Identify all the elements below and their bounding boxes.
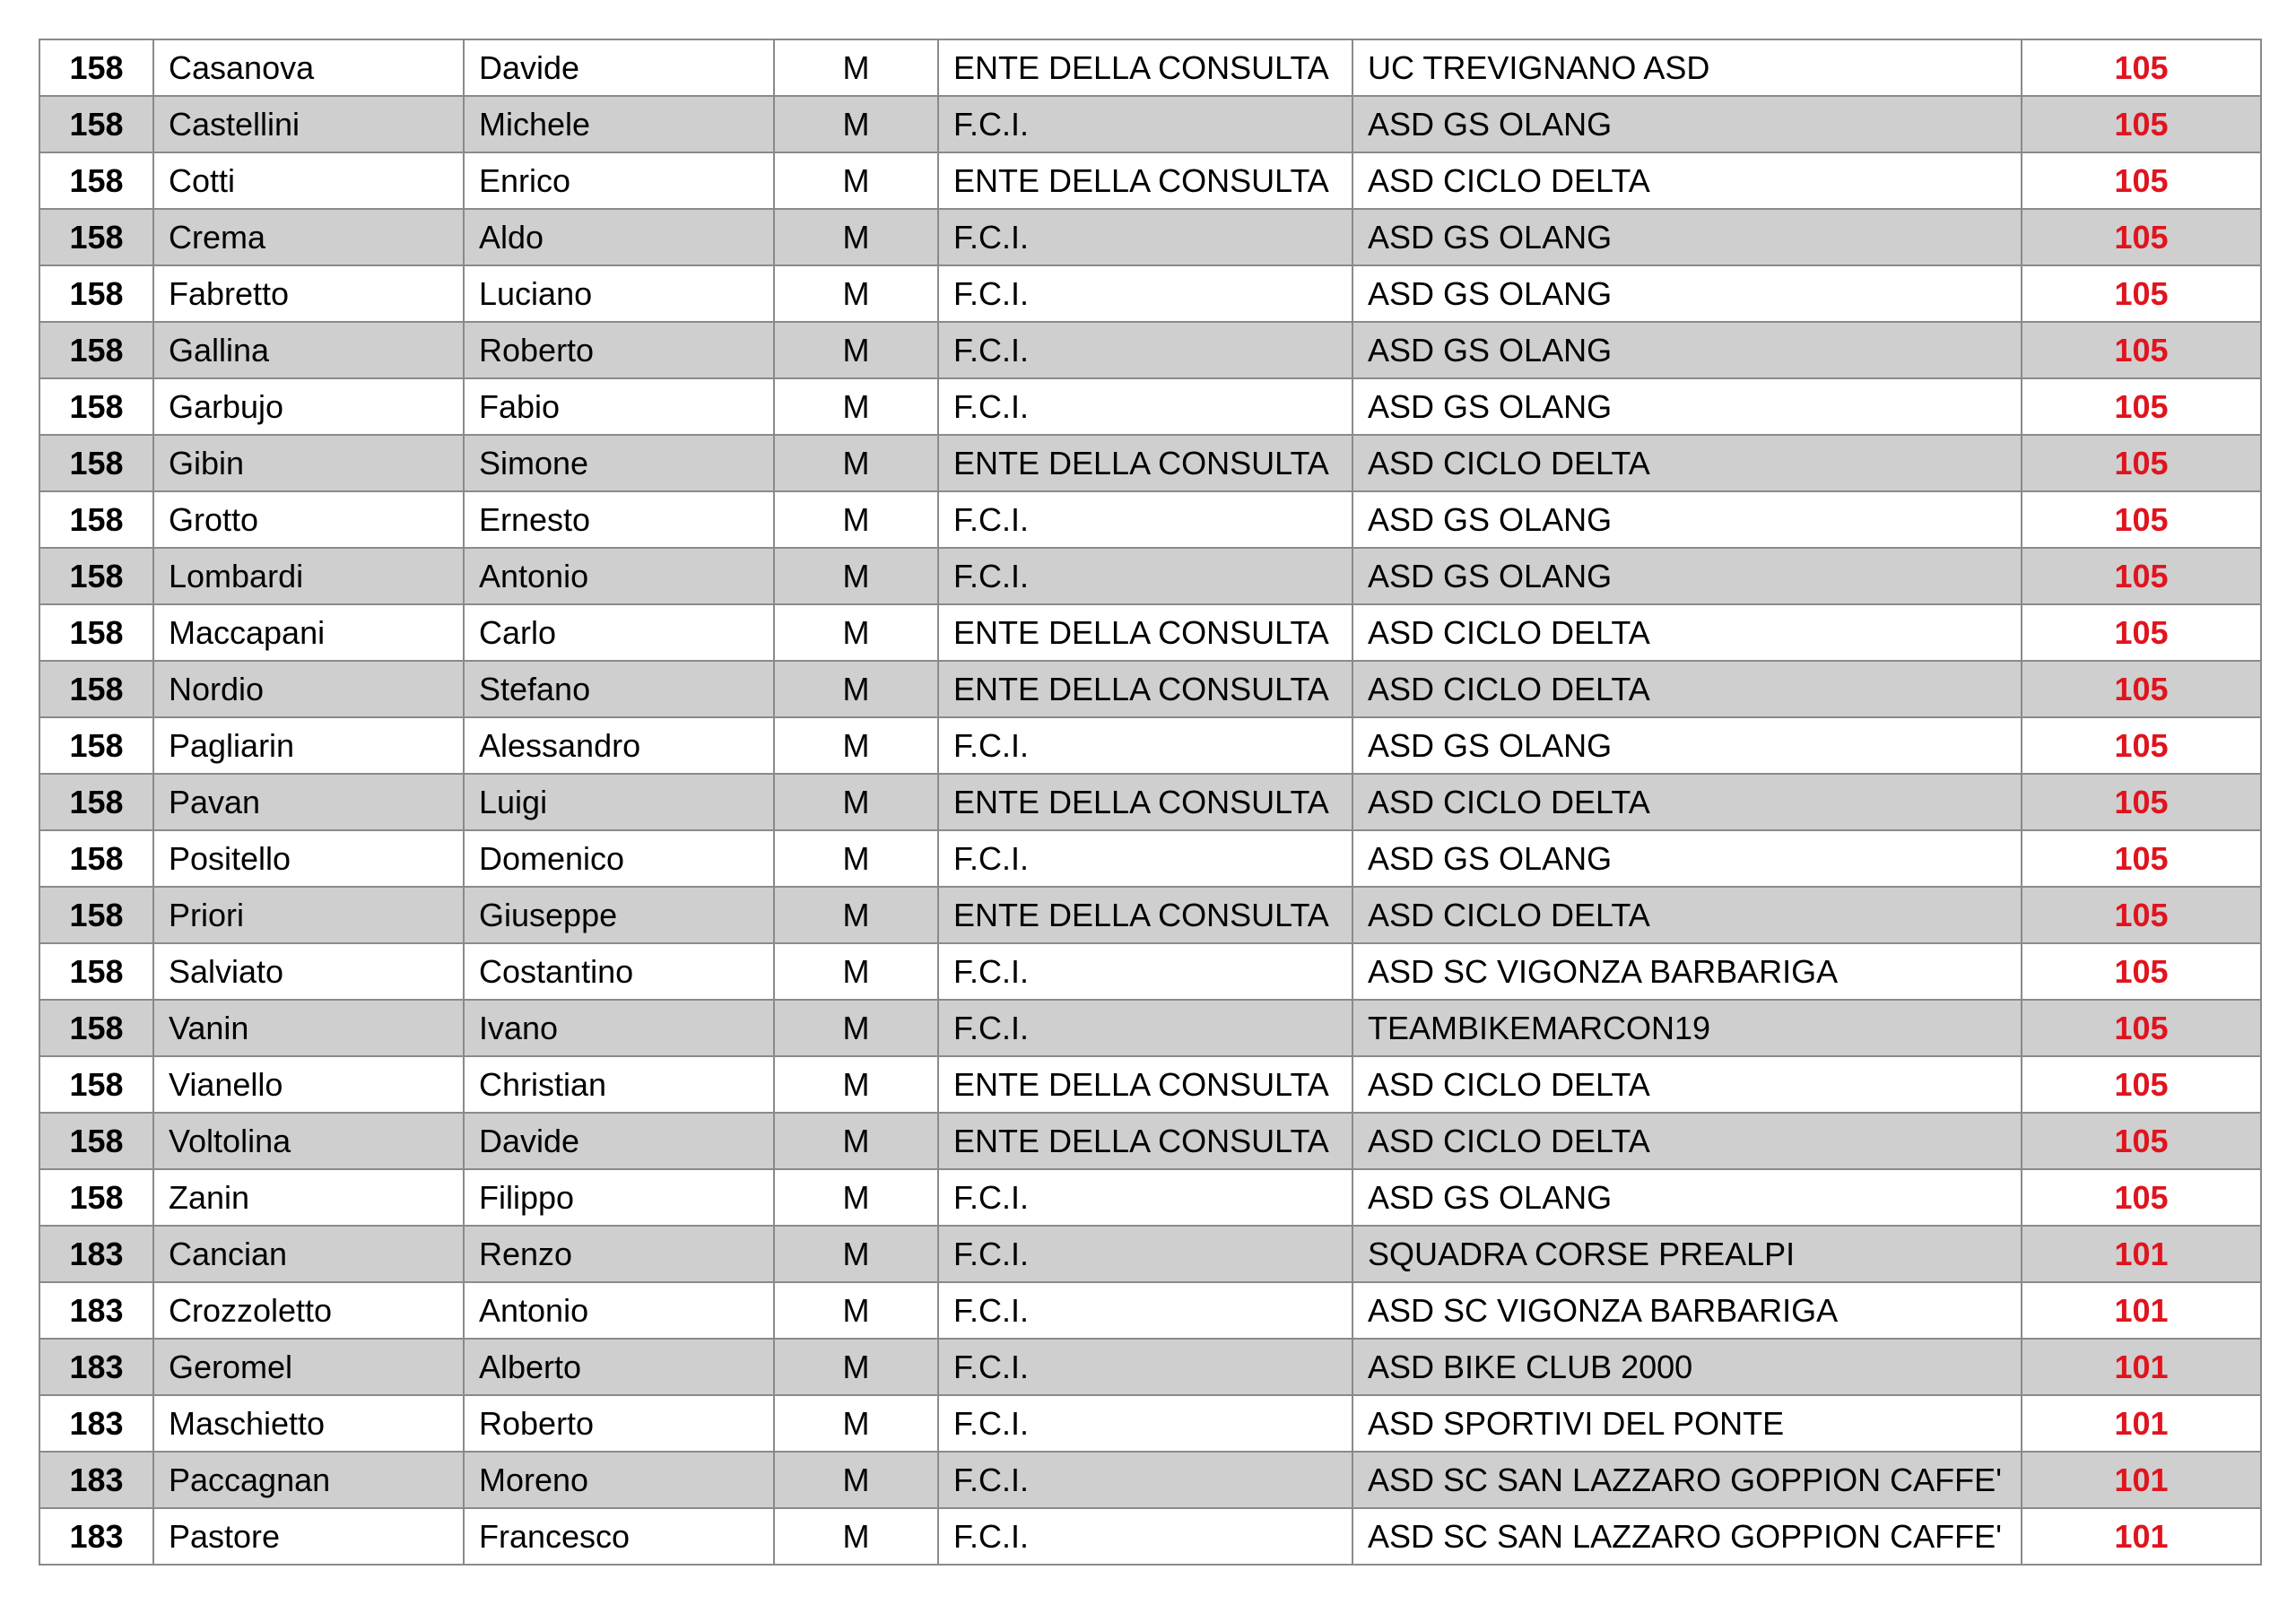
table-row [39, 1508, 2261, 1565]
points-cell: 105 [2022, 1000, 2261, 1056]
points-cell: 105 [2022, 887, 2261, 943]
table-row [39, 604, 2261, 661]
points-cell: 101 [2022, 1339, 2261, 1395]
points-cell: 105 [2022, 322, 2261, 378]
federation-cell: F.C.I. [938, 96, 1352, 152]
position-cell: 158 [39, 491, 153, 548]
position-cell: 158 [39, 322, 153, 378]
first-name-cell: Michele [464, 96, 774, 152]
team-cell: ASD GS OLANG [1352, 265, 2022, 322]
team-cell: SQUADRA CORSE PREALPI [1352, 1226, 2022, 1282]
table-row [39, 1056, 2261, 1113]
table-row [39, 887, 2261, 943]
federation-cell: ENTE DELLA CONSULTA [938, 39, 1352, 96]
position-cell: 158 [39, 1000, 153, 1056]
federation-cell: F.C.I. [938, 1000, 1352, 1056]
surname-cell: Garbujo [153, 378, 464, 435]
table-row [39, 491, 2261, 548]
first-name-cell: Alberto [464, 1339, 774, 1395]
surname-cell: Gibin [153, 435, 464, 491]
position-cell: 158 [39, 378, 153, 435]
surname-cell: Pastore [153, 1508, 464, 1565]
position-cell: 158 [39, 265, 153, 322]
position-cell: 158 [39, 39, 153, 96]
first-name-cell: Antonio [464, 1282, 774, 1339]
federation-cell: ENTE DELLA CONSULTA [938, 774, 1352, 830]
points-cell: 101 [2022, 1395, 2261, 1452]
table-row [39, 1452, 2261, 1508]
position-cell: 158 [39, 1113, 153, 1169]
team-cell: ASD GS OLANG [1352, 378, 2022, 435]
federation-cell: F.C.I. [938, 717, 1352, 774]
first-name-cell: Aldo [464, 209, 774, 265]
federation-cell: ENTE DELLA CONSULTA [938, 435, 1352, 491]
first-name-cell: Ernesto [464, 491, 774, 548]
team-cell: ASD SC VIGONZA BARBARIGA [1352, 1282, 2022, 1339]
surname-cell: Voltolina [153, 1113, 464, 1169]
team-cell: ASD CICLO DELTA [1352, 661, 2022, 717]
team-cell: ASD GS OLANG [1352, 209, 2022, 265]
points-cell: 101 [2022, 1452, 2261, 1508]
sex-cell: M [774, 265, 938, 322]
sex-cell: M [774, 1508, 938, 1565]
sex-cell: M [774, 322, 938, 378]
federation-cell: F.C.I. [938, 830, 1352, 887]
federation-cell: ENTE DELLA CONSULTA [938, 152, 1352, 209]
surname-cell: Crema [153, 209, 464, 265]
federation-cell: F.C.I. [938, 209, 1352, 265]
federation-cell: F.C.I. [938, 1452, 1352, 1508]
table-row [39, 1113, 2261, 1169]
first-name-cell: Enrico [464, 152, 774, 209]
federation-cell: F.C.I. [938, 491, 1352, 548]
ranking-table [39, 39, 2262, 1566]
team-cell: ASD CICLO DELTA [1352, 152, 2022, 209]
ranking-table-body [39, 39, 2261, 1565]
first-name-cell: Moreno [464, 1452, 774, 1508]
sex-cell: M [774, 1282, 938, 1339]
points-cell: 105 [2022, 209, 2261, 265]
first-name-cell: Luigi [464, 774, 774, 830]
team-cell: UC TREVIGNANO ASD [1352, 39, 2022, 96]
points-cell: 105 [2022, 604, 2261, 661]
table-row [39, 322, 2261, 378]
surname-cell: Positello [153, 830, 464, 887]
points-cell: 101 [2022, 1282, 2261, 1339]
sex-cell: M [774, 1395, 938, 1452]
first-name-cell: Renzo [464, 1226, 774, 1282]
table-row [39, 1339, 2261, 1395]
first-name-cell: Davide [464, 1113, 774, 1169]
points-cell: 105 [2022, 96, 2261, 152]
sex-cell: M [774, 604, 938, 661]
position-cell: 158 [39, 209, 153, 265]
table-row [39, 378, 2261, 435]
points-cell: 105 [2022, 435, 2261, 491]
federation-cell: ENTE DELLA CONSULTA [938, 604, 1352, 661]
first-name-cell: Luciano [464, 265, 774, 322]
surname-cell: Pavan [153, 774, 464, 830]
surname-cell: Cancian [153, 1226, 464, 1282]
table-row [39, 96, 2261, 152]
points-cell: 105 [2022, 717, 2261, 774]
points-cell: 105 [2022, 1169, 2261, 1226]
federation-cell: ENTE DELLA CONSULTA [938, 1056, 1352, 1113]
team-cell: ASD CICLO DELTA [1352, 1056, 2022, 1113]
federation-cell: ENTE DELLA CONSULTA [938, 1113, 1352, 1169]
position-cell: 183 [39, 1452, 153, 1508]
table-row [39, 943, 2261, 1000]
position-cell: 158 [39, 604, 153, 661]
sex-cell: M [774, 1452, 938, 1508]
sex-cell: M [774, 1169, 938, 1226]
table-row [39, 39, 2261, 96]
position-cell: 183 [39, 1508, 153, 1565]
sex-cell: M [774, 1056, 938, 1113]
federation-cell: F.C.I. [938, 1282, 1352, 1339]
team-cell: ASD GS OLANG [1352, 717, 2022, 774]
federation-cell: F.C.I. [938, 378, 1352, 435]
points-cell: 105 [2022, 265, 2261, 322]
position-cell: 158 [39, 435, 153, 491]
table-row [39, 435, 2261, 491]
points-cell: 105 [2022, 774, 2261, 830]
first-name-cell: Francesco [464, 1508, 774, 1565]
table-row [39, 1282, 2261, 1339]
points-cell: 105 [2022, 943, 2261, 1000]
first-name-cell: Domenico [464, 830, 774, 887]
first-name-cell: Antonio [464, 548, 774, 604]
federation-cell: F.C.I. [938, 1508, 1352, 1565]
sex-cell: M [774, 717, 938, 774]
position-cell: 158 [39, 1056, 153, 1113]
federation-cell: F.C.I. [938, 265, 1352, 322]
first-name-cell: Filippo [464, 1169, 774, 1226]
table-row [39, 1395, 2261, 1452]
points-cell: 105 [2022, 39, 2261, 96]
sex-cell: M [774, 152, 938, 209]
team-cell: ASD GS OLANG [1352, 322, 2022, 378]
surname-cell: Salviato [153, 943, 464, 1000]
table-row [39, 152, 2261, 209]
table-row [39, 548, 2261, 604]
sex-cell: M [774, 378, 938, 435]
first-name-cell: Giuseppe [464, 887, 774, 943]
team-cell: TEAMBIKEMARCON19 [1352, 1000, 2022, 1056]
points-cell: 105 [2022, 661, 2261, 717]
table-row [39, 830, 2261, 887]
table-row [39, 1169, 2261, 1226]
surname-cell: Fabretto [153, 265, 464, 322]
points-cell: 101 [2022, 1226, 2261, 1282]
points-cell: 105 [2022, 1056, 2261, 1113]
team-cell: ASD GS OLANG [1352, 96, 2022, 152]
sex-cell: M [774, 943, 938, 1000]
points-cell: 105 [2022, 548, 2261, 604]
table-row [39, 661, 2261, 717]
team-cell: ASD GS OLANG [1352, 548, 2022, 604]
federation-cell: ENTE DELLA CONSULTA [938, 661, 1352, 717]
first-name-cell: Davide [464, 39, 774, 96]
surname-cell: Pagliarin [153, 717, 464, 774]
first-name-cell: Alessandro [464, 717, 774, 774]
surname-cell: Maccapani [153, 604, 464, 661]
first-name-cell: Carlo [464, 604, 774, 661]
surname-cell: Gallina [153, 322, 464, 378]
sex-cell: M [774, 435, 938, 491]
team-cell: ASD GS OLANG [1352, 830, 2022, 887]
table-row [39, 1226, 2261, 1282]
federation-cell: F.C.I. [938, 943, 1352, 1000]
federation-cell: F.C.I. [938, 1169, 1352, 1226]
position-cell: 158 [39, 774, 153, 830]
first-name-cell: Roberto [464, 1395, 774, 1452]
team-cell: ASD CICLO DELTA [1352, 1113, 2022, 1169]
position-cell: 158 [39, 152, 153, 209]
team-cell: ASD GS OLANG [1352, 491, 2022, 548]
surname-cell: Vanin [153, 1000, 464, 1056]
sex-cell: M [774, 209, 938, 265]
position-cell: 158 [39, 661, 153, 717]
surname-cell: Nordio [153, 661, 464, 717]
first-name-cell: Costantino [464, 943, 774, 1000]
surname-cell: Zanin [153, 1169, 464, 1226]
federation-cell: ENTE DELLA CONSULTA [938, 887, 1352, 943]
position-cell: 158 [39, 887, 153, 943]
team-cell: ASD GS OLANG [1352, 1169, 2022, 1226]
team-cell: ASD BIKE CLUB 2000 [1352, 1339, 2022, 1395]
table-row [39, 774, 2261, 830]
team-cell: ASD SC VIGONZA BARBARIGA [1352, 943, 2022, 1000]
sex-cell: M [774, 96, 938, 152]
surname-cell: Casanova [153, 39, 464, 96]
surname-cell: Paccagnan [153, 1452, 464, 1508]
position-cell: 183 [39, 1226, 153, 1282]
team-cell: ASD CICLO DELTA [1352, 774, 2022, 830]
team-cell: ASD SPORTIVI DEL PONTE [1352, 1395, 2022, 1452]
surname-cell: Castellini [153, 96, 464, 152]
first-name-cell: Simone [464, 435, 774, 491]
table-row [39, 717, 2261, 774]
surname-cell: Grotto [153, 491, 464, 548]
federation-cell: F.C.I. [938, 1395, 1352, 1452]
points-cell: 105 [2022, 830, 2261, 887]
federation-cell: F.C.I. [938, 548, 1352, 604]
surname-cell: Geromel [153, 1339, 464, 1395]
sex-cell: M [774, 1113, 938, 1169]
position-cell: 158 [39, 717, 153, 774]
team-cell: ASD SC SAN LAZZARO GOPPION CAFFE' [1352, 1508, 2022, 1565]
sex-cell: M [774, 830, 938, 887]
table-row [39, 1000, 2261, 1056]
surname-cell: Crozzoletto [153, 1282, 464, 1339]
points-cell: 105 [2022, 152, 2261, 209]
team-cell: ASD CICLO DELTA [1352, 887, 2022, 943]
table-row [39, 209, 2261, 265]
surname-cell: Maschietto [153, 1395, 464, 1452]
team-cell: ASD SC SAN LAZZARO GOPPION CAFFE' [1352, 1452, 2022, 1508]
position-cell: 158 [39, 1169, 153, 1226]
position-cell: 183 [39, 1339, 153, 1395]
position-cell: 158 [39, 830, 153, 887]
position-cell: 158 [39, 96, 153, 152]
first-name-cell: Roberto [464, 322, 774, 378]
points-cell: 105 [2022, 1113, 2261, 1169]
federation-cell: F.C.I. [938, 1339, 1352, 1395]
surname-cell: Lombardi [153, 548, 464, 604]
sex-cell: M [774, 491, 938, 548]
first-name-cell: Ivano [464, 1000, 774, 1056]
federation-cell: F.C.I. [938, 322, 1352, 378]
surname-cell: Vianello [153, 1056, 464, 1113]
first-name-cell: Christian [464, 1056, 774, 1113]
sex-cell: M [774, 39, 938, 96]
points-cell: 105 [2022, 491, 2261, 548]
table-row [39, 265, 2261, 322]
sex-cell: M [774, 661, 938, 717]
team-cell: ASD CICLO DELTA [1352, 435, 2022, 491]
sex-cell: M [774, 774, 938, 830]
first-name-cell: Stefano [464, 661, 774, 717]
sex-cell: M [774, 548, 938, 604]
first-name-cell: Fabio [464, 378, 774, 435]
points-cell: 101 [2022, 1508, 2261, 1565]
points-cell: 105 [2022, 378, 2261, 435]
position-cell: 183 [39, 1282, 153, 1339]
sex-cell: M [774, 1226, 938, 1282]
surname-cell: Cotti [153, 152, 464, 209]
sex-cell: M [774, 887, 938, 943]
position-cell: 158 [39, 943, 153, 1000]
sex-cell: M [774, 1000, 938, 1056]
federation-cell: F.C.I. [938, 1226, 1352, 1282]
sex-cell: M [774, 1339, 938, 1395]
surname-cell: Priori [153, 887, 464, 943]
position-cell: 158 [39, 548, 153, 604]
position-cell: 183 [39, 1395, 153, 1452]
team-cell: ASD CICLO DELTA [1352, 604, 2022, 661]
